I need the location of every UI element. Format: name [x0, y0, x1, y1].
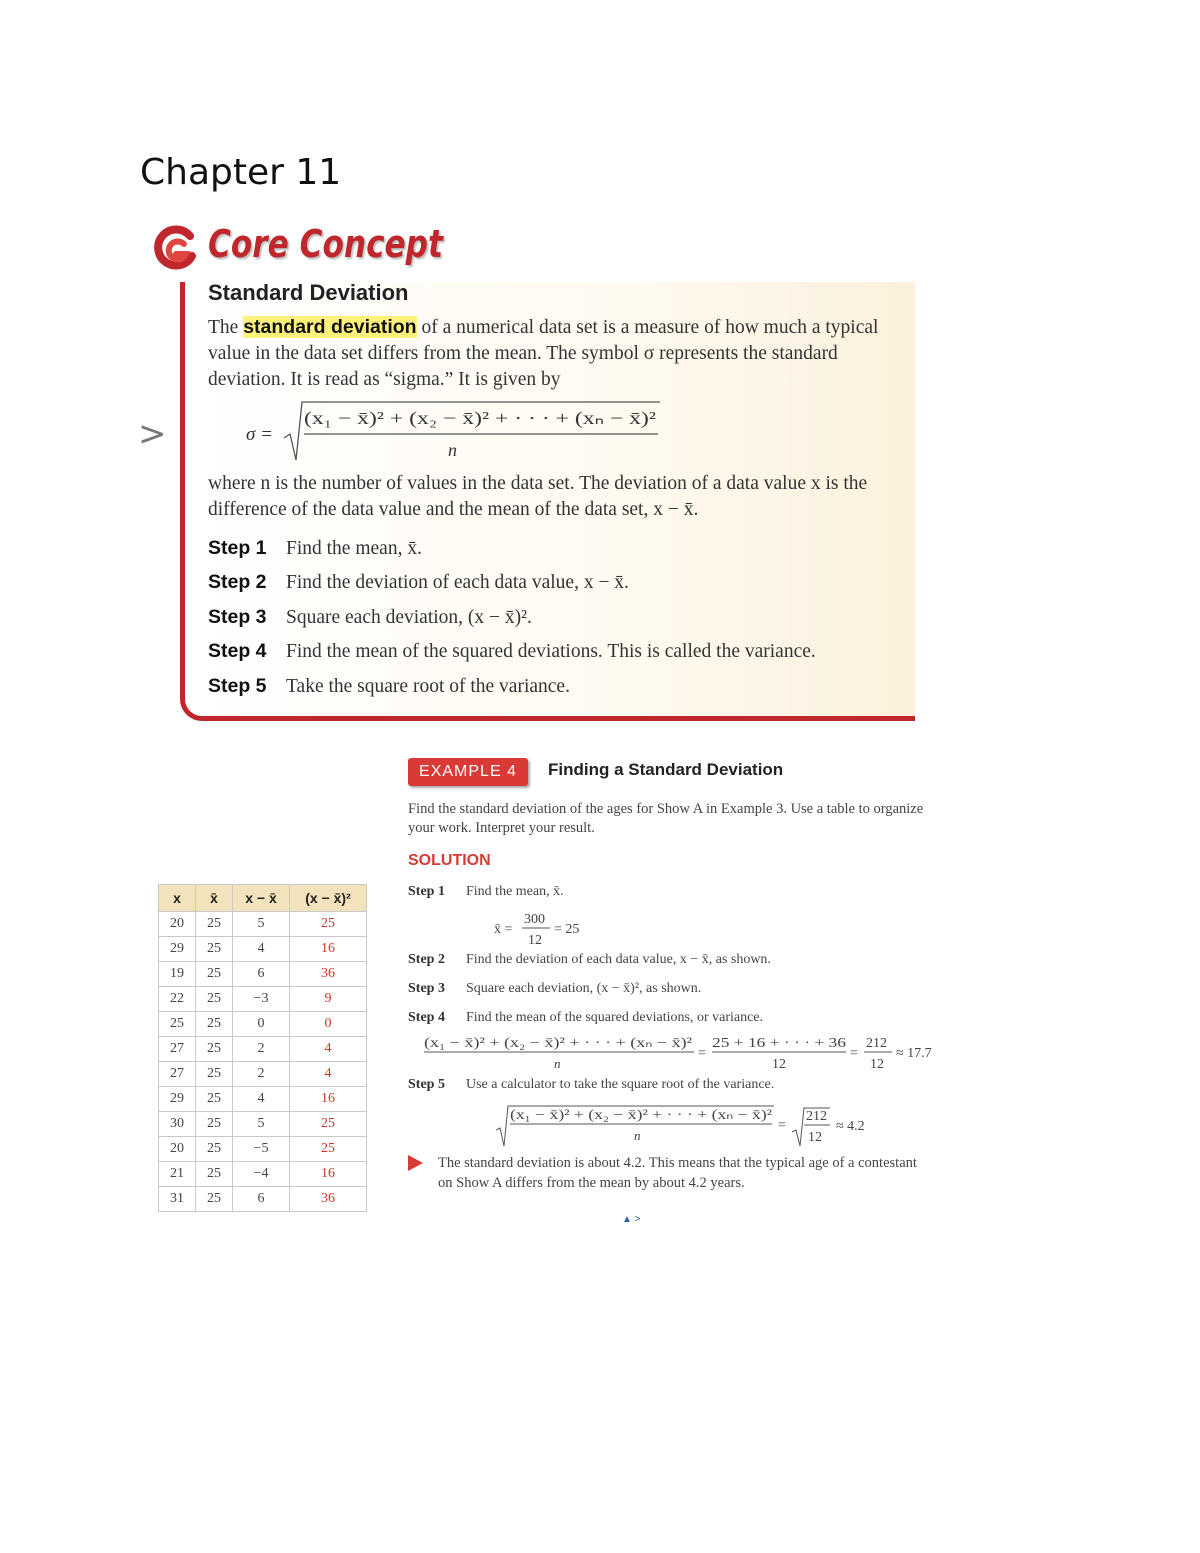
step-label: Step 5 [208, 675, 267, 697]
formula-denominator: n [448, 440, 457, 460]
table-row [159, 1062, 367, 1087]
variance-fraction-numerator: 212 [866, 1036, 887, 1051]
variance-denominator: n [554, 1056, 561, 1071]
cell-squared: 9 [290, 987, 367, 1012]
step-label: Step 4 [208, 640, 267, 662]
example-step-5 [408, 1077, 774, 1093]
cell-deviation: 5 [233, 912, 290, 937]
variance-equation [420, 1030, 960, 1076]
step-text: Find the mean of the squared deviations. This is called the variance. [286, 641, 816, 662]
variance-numerator: (x₁ − x̄)² + (x₂ − x̄)² + · · · + (xₙ − x̄)² [424, 1036, 692, 1051]
sd-denominator: n [634, 1128, 641, 1143]
cell-x: 30 [159, 1112, 196, 1137]
table-row [159, 1112, 367, 1137]
cell-x: 25 [159, 1012, 196, 1037]
cell-x: 20 [159, 1137, 196, 1162]
cell-mean: 25 [196, 1137, 233, 1162]
step-text: Use a calculator to take the square root of the variance. [466, 1077, 775, 1092]
cell-x: 29 [159, 937, 196, 962]
example-step-2 [408, 952, 771, 968]
step-label: Step 2 [408, 952, 445, 967]
svg-text:=: = [850, 1046, 858, 1061]
svg-text:=: = [698, 1046, 706, 1061]
step-text: Find the mean, x̄. [466, 884, 564, 899]
cell-deviation: 4 [233, 937, 290, 962]
cell-squared: 16 [290, 937, 367, 962]
variance-result: ≈ 17.7 [896, 1046, 932, 1061]
cell-x: 21 [159, 1162, 196, 1187]
step-text: Find the deviation of each data value, x − x̄, as shown. [466, 952, 771, 967]
example-step-1 [408, 884, 564, 900]
step-label: Step 1 [408, 884, 445, 899]
example-step-3 [408, 981, 701, 997]
sd-result: ≈ 4.2 [836, 1119, 865, 1134]
side-arrow: > [138, 414, 167, 454]
sd-fraction-denominator: 12 [808, 1130, 822, 1145]
mean-result: = 25 [554, 922, 580, 937]
section-heading: Standard Deviation [208, 280, 409, 305]
formula-lhs: σ = [246, 424, 273, 445]
header-deviation: x − x̄ [233, 885, 290, 912]
variance-sum-denominator: 12 [772, 1057, 786, 1072]
step-1 [208, 537, 422, 567]
cell-squared: 25 [290, 1112, 367, 1137]
definition-text-start: The [208, 317, 244, 338]
standard-deviation-formula [246, 398, 676, 462]
step-text: Find the mean of the squared deviations, or variance. [466, 1010, 764, 1025]
mean-denominator: 12 [528, 933, 542, 948]
step-3 [208, 606, 532, 636]
example-title: Finding a Standard Deviation [548, 760, 784, 779]
cell-mean: 25 [196, 912, 233, 937]
table-row [159, 1037, 367, 1062]
cell-deviation: −4 [233, 1162, 290, 1187]
mean-equation [494, 906, 614, 950]
mean-numerator: 300 [524, 912, 545, 927]
step-text: Take the square root of the variance. [286, 676, 570, 697]
sd-numerator: (x₁ − x̄)² + (x₂ − x̄)² + · · · + (xₙ − x̄)² [510, 1108, 772, 1123]
deviation-table [158, 884, 367, 1212]
table-row [159, 1137, 367, 1162]
table-row [159, 912, 367, 937]
cell-x: 19 [159, 962, 196, 987]
table-row [159, 937, 367, 962]
page-mark: ▲ > [622, 1214, 641, 1225]
table-row [159, 962, 367, 987]
sd-fraction-numerator: 212 [806, 1109, 827, 1124]
solution-label: SOLUTION [408, 852, 491, 869]
cell-deviation: 5 [233, 1112, 290, 1137]
step-label: Step 2 [208, 571, 267, 593]
step-2 [208, 571, 629, 601]
step-text: Square each deviation, (x − x̄)², as shown. [466, 981, 702, 996]
core-concept-logo-icon [150, 222, 200, 272]
header-squared-deviation: (x − x̄)² [290, 885, 367, 912]
cell-squared: 4 [290, 1037, 367, 1062]
cell-squared: 16 [290, 1162, 367, 1187]
step-label: Step 5 [408, 1077, 445, 1092]
definition-text-rest: of a numerical data set is a measure of how much a typical value in the data set differs from the mean. The symbol σ represents the standard deviation. It is read as “sigma.” It is given by [208, 317, 879, 390]
step-label: Step 1 [208, 537, 267, 559]
cell-deviation: 0 [233, 1012, 290, 1037]
cell-mean: 25 [196, 1087, 233, 1112]
example-step-4 [408, 1010, 763, 1026]
step-label: Step 4 [408, 1010, 445, 1025]
formula-numerator: (x₁ − x̄)² + (x₂ − x̄)² + · · · + (xₙ − x̄)² [304, 408, 572, 428]
cell-squared: 16 [290, 1087, 367, 1112]
chapter-title: Chapter 11 [140, 152, 342, 193]
cell-squared: 0 [290, 1012, 367, 1037]
step-4 [208, 640, 816, 670]
cell-mean: 25 [196, 987, 233, 1012]
cell-deviation: 2 [233, 1037, 290, 1062]
table-row [159, 1187, 367, 1212]
table-row [159, 1162, 367, 1187]
cell-x: 27 [159, 1037, 196, 1062]
step-text: Find the deviation of each data value, x − x̄. [286, 572, 629, 593]
table-row [159, 1012, 367, 1037]
highlighted-term: standard deviation [243, 316, 417, 338]
cell-x: 27 [159, 1062, 196, 1087]
cell-mean: 25 [196, 962, 233, 987]
cell-x: 20 [159, 912, 196, 937]
svg-text:=: = [778, 1118, 786, 1133]
table-row [159, 987, 367, 1012]
example-badge: EXAMPLE 4 [408, 758, 528, 786]
table-row [159, 1087, 367, 1112]
example-prompt: Find the standard deviation of the ages for Show A in Example 3. Use a table to organize your work. Interpret your result. [408, 801, 924, 836]
result-pointer-icon [406, 1154, 424, 1172]
cell-mean: 25 [196, 937, 233, 962]
cell-mean: 25 [196, 1162, 233, 1187]
cell-mean: 25 [196, 1187, 233, 1212]
step-text: Square each deviation, (x − x̄)². [286, 607, 532, 628]
cell-squared: 25 [290, 912, 367, 937]
cell-mean: 25 [196, 1037, 233, 1062]
interpretation-text: The standard deviation is about 4.2. This means that the typical age of a contestant on Show A differs from the mean by about 4.2 years. [438, 1155, 917, 1191]
mean-lhs: x̄ = [494, 922, 513, 937]
header-x: x [159, 885, 196, 912]
header-mean: x̄ [196, 885, 233, 912]
cell-mean: 25 [196, 1062, 233, 1087]
cell-deviation: 6 [233, 962, 290, 987]
cell-squared: 25 [290, 1137, 367, 1162]
step-5 [208, 675, 570, 705]
variance-sum: 25 + 16 + · · · + 36 [712, 1036, 846, 1051]
cell-x: 22 [159, 987, 196, 1012]
cell-squared: 36 [290, 962, 367, 987]
cell-deviation: 6 [233, 1187, 290, 1212]
step-label: Step 3 [208, 606, 267, 628]
cell-deviation: 2 [233, 1062, 290, 1087]
core-concept-title: Core Concept [208, 222, 443, 266]
cell-squared: 36 [290, 1187, 367, 1212]
cell-deviation: −3 [233, 987, 290, 1012]
cell-squared: 4 [290, 1062, 367, 1087]
table-header-row [159, 885, 367, 912]
definition-paragraph [208, 314, 908, 393]
where-paragraph: where n is the number of values in the data set. The deviation of a data value x is the difference of the data value and the mean of the data set, x − x̄. [208, 473, 868, 520]
step-text: Find the mean, x̄. [286, 538, 422, 559]
cell-deviation: 4 [233, 1087, 290, 1112]
standard-deviation-equation [496, 1102, 886, 1148]
variance-fraction-denominator: 12 [870, 1057, 884, 1072]
cell-x: 29 [159, 1087, 196, 1112]
step-label: Step 3 [408, 981, 445, 996]
cell-mean: 25 [196, 1012, 233, 1037]
cell-mean: 25 [196, 1112, 233, 1137]
cell-deviation: −5 [233, 1137, 290, 1162]
cell-x: 31 [159, 1187, 196, 1212]
